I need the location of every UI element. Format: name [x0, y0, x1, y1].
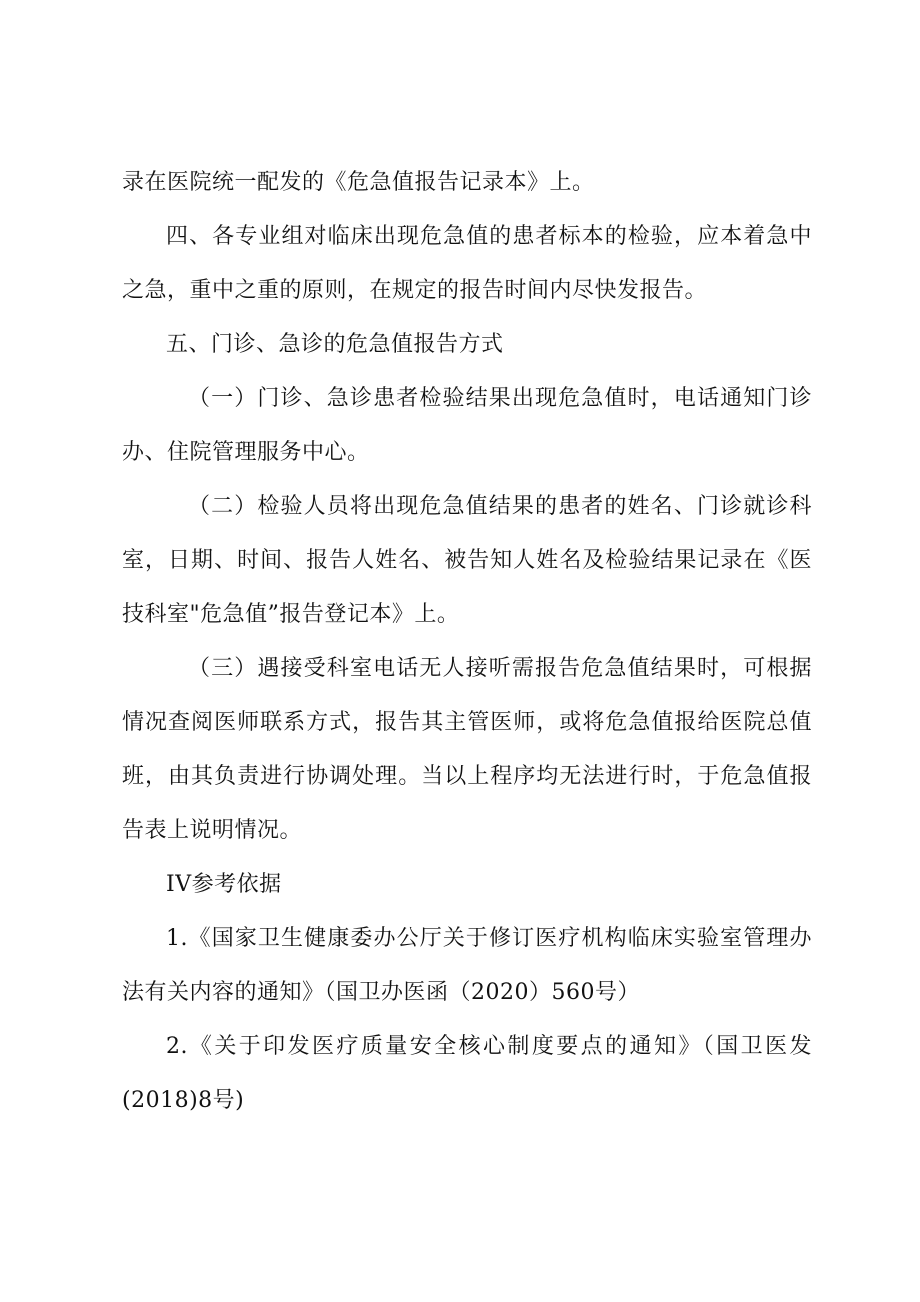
reference-item-two: 2.《关于印发医疗质量安全核心制度要点的通知》（国卫医发(2018)8号) [122, 1034, 812, 1113]
heading-section-five: 五、门诊、急诊的危急值报告方式 [166, 332, 504, 357]
paragraph-section-four: 四、各专业组对临床出现危急值的患者标本的检验，应本着急中之急，重中之重的原则，在规定的报告时间内尽快发报告。 [122, 224, 812, 303]
paragraph-item-three: （三）遇接受科室电话无人接听需报告危急值结果时，可根据情况查阅医师联系方式，报告其主管医师，或将危急值报给医院总值班，由其负责进行协调处理。当以上程序均无法进行时，于危急值报告表上说明情况。 [122, 656, 812, 843]
heading-references: IV参考依据 [166, 872, 282, 897]
paragraph-continuation: 录在医院统一配发的《危急值报告记录本》上。 [122, 170, 595, 195]
paragraph-item-one: （一）门诊、急诊患者检验结果出现危急值时，电话通知门诊办、住院管理服务中心。 [122, 386, 812, 465]
paragraph-item-two: （二）检验人员将出现危急值结果的患者的姓名、门诊就诊科室，日期、时间、报告人姓名、被告知人姓名及检验结果记录在《医技科室"危急值”报告登记本》上。 [122, 494, 812, 627]
document-body [122, 156, 812, 1128]
reference-item-one: 1.《国家卫生健康委办公厅关于修订医疗机构临床实验室管理办法有关内容的通知》（国卫办医函（2020）560号） [122, 926, 812, 1005]
